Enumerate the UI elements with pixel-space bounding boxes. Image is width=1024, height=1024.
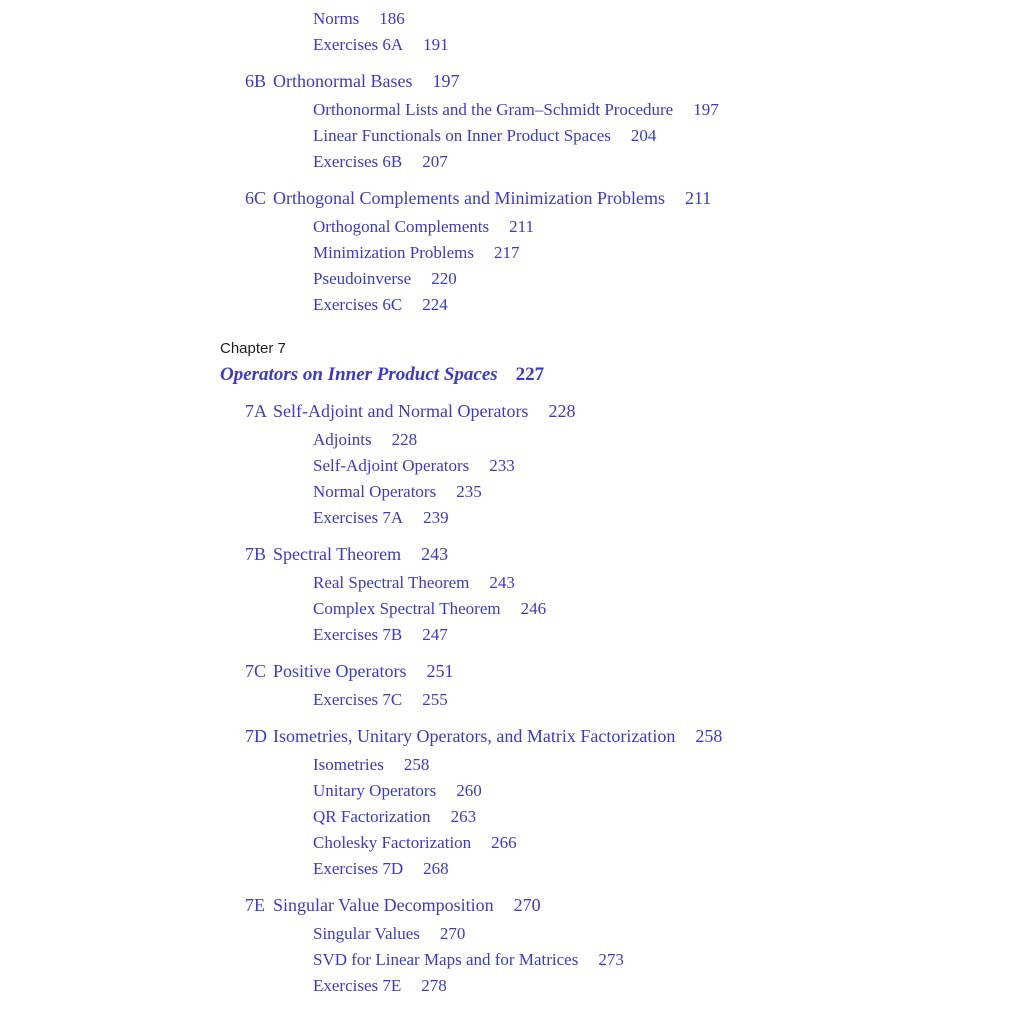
chapter-title-link[interactable]: Operators on Inner Product Spaces <box>220 364 498 385</box>
subsection-title-link[interactable]: Adjoints <box>313 430 372 449</box>
toc-subsection-entry <box>0 453 1024 479</box>
toc-subsection-entry <box>0 921 1024 947</box>
toc-subsection-entry <box>0 240 1024 266</box>
subsection-title-link[interactable]: Pseudoinverse <box>313 269 412 288</box>
subsection-page-number[interactable]: 268 <box>423 859 449 878</box>
toc-subsection-entry <box>0 947 1024 973</box>
subsection-title-link[interactable]: Minimization Problems <box>313 243 475 262</box>
toc-subsection-entry <box>0 479 1024 505</box>
subsection-page-number[interactable]: 217 <box>494 243 520 262</box>
section-title-link[interactable]: Orthogonal Complements and Minimization Problems <box>273 188 665 208</box>
section-title-link[interactable]: Orthonormal Bases <box>273 71 413 91</box>
subsection-page-number[interactable]: 204 <box>630 126 657 145</box>
subsection-page-number[interactable]: 258 <box>403 755 430 774</box>
toc-subsection-entry <box>0 622 1024 648</box>
subsection-page-number[interactable]: 211 <box>509 217 534 236</box>
toc-subsection-entry <box>0 6 1024 32</box>
section-number[interactable]: 7C <box>245 661 267 681</box>
subsection-title-link[interactable]: Isometries <box>313 755 384 774</box>
subsection-page-number[interactable]: 235 <box>456 482 482 501</box>
toc-subsection-entry <box>0 973 1024 999</box>
subsection-title-link[interactable]: Cholesky Factorization <box>313 833 472 852</box>
toc-subsection-entry <box>0 596 1024 622</box>
toc-section-entry <box>0 185 1024 212</box>
toc-subsection-entry <box>0 830 1024 856</box>
subsection-page-number[interactable]: 270 <box>439 924 466 943</box>
subsection-page-number[interactable]: 273 <box>598 950 624 969</box>
subsection-page-number[interactable]: 239 <box>423 508 449 527</box>
subsection-title-link[interactable]: Exercises 7C <box>313 690 403 709</box>
section-title-link[interactable]: Singular Value Decomposition <box>273 895 494 915</box>
subsection-title-link[interactable]: Exercises 6B <box>313 152 403 171</box>
section-title-link[interactable]: Isometries, Unitary Operators, and Matrix Factorization <box>273 726 676 746</box>
section-page-number[interactable]: 258 <box>695 726 723 746</box>
section-number[interactable]: 6B <box>245 71 267 91</box>
subsection-page-number[interactable]: 243 <box>489 573 515 592</box>
subsection-title-link[interactable]: Normal Operators <box>313 482 437 501</box>
subsection-title-link[interactable]: SVD for Linear Maps and for Matrices <box>313 950 579 969</box>
toc-subsection-entry <box>0 856 1024 882</box>
toc-section-entry <box>0 398 1024 425</box>
subsection-title-link[interactable]: Norms <box>313 9 360 28</box>
subsection-page-number[interactable]: 186 <box>379 9 405 28</box>
subsection-page-number[interactable]: 260 <box>456 781 482 800</box>
subsection-page-number[interactable]: 255 <box>422 690 448 709</box>
subsection-title-link[interactable]: Exercises 6A <box>313 35 404 54</box>
section-title-link[interactable]: Spectral Theorem <box>273 544 402 564</box>
subsection-page-number[interactable]: 191 <box>423 35 449 54</box>
subsection-page-number[interactable]: 266 <box>491 833 517 852</box>
subsection-title-link[interactable]: Orthonormal Lists and the Gram–Schmidt Procedure <box>313 100 674 119</box>
subsection-title-link[interactable]: Real Spectral Theorem <box>313 573 470 592</box>
subsection-title-link[interactable]: Exercises 7D <box>313 859 404 878</box>
subsection-page-number[interactable]: 263 <box>450 807 477 826</box>
toc-chapter-entry <box>0 336 1024 388</box>
subsection-page-number[interactable]: 247 <box>422 625 448 644</box>
subsection-title-link[interactable]: Exercises 7A <box>313 508 404 527</box>
chapter-title-line <box>220 362 1024 388</box>
toc-subsection-entry <box>0 214 1024 240</box>
subsection-page-number[interactable]: 220 <box>431 269 457 288</box>
section-page-number[interactable]: 270 <box>513 895 541 915</box>
toc-section-entry <box>0 723 1024 750</box>
toc-subsection-entry <box>0 427 1024 453</box>
section-number[interactable]: 7B <box>245 544 267 564</box>
subsection-title-link[interactable]: Orthogonal Complements <box>313 217 490 236</box>
toc-subsection-entry <box>0 804 1024 830</box>
toc-section-entry <box>0 541 1024 568</box>
subsection-page-number[interactable]: 246 <box>520 599 547 618</box>
subsection-title-link[interactable]: Unitary Operators <box>313 781 437 800</box>
section-page-number[interactable]: 243 <box>421 544 449 564</box>
section-page-number[interactable]: 251 <box>426 661 454 681</box>
subsection-title-link[interactable]: Complex Spectral Theorem <box>313 599 501 618</box>
subsection-title-link[interactable]: Singular Values <box>313 924 420 943</box>
toc-subsection-entry <box>0 570 1024 596</box>
section-number[interactable]: 7E <box>245 895 265 915</box>
toc-section-entry <box>0 658 1024 685</box>
subsection-title-link[interactable]: QR Factorization <box>313 807 431 826</box>
chapter-page-number[interactable]: 227 <box>515 364 545 385</box>
subsection-page-number[interactable]: 233 <box>489 456 515 475</box>
section-page-number[interactable]: 228 <box>548 401 576 421</box>
toc-subsection-entry <box>0 778 1024 804</box>
toc-subsection-entry <box>0 292 1024 318</box>
subsection-page-number[interactable]: 278 <box>421 976 447 995</box>
toc-subsection-entry <box>0 149 1024 175</box>
subsection-title-link[interactable]: Exercises 6C <box>313 295 403 314</box>
section-title-link[interactable]: Positive Operators <box>273 661 407 681</box>
subsection-page-number[interactable]: 224 <box>422 295 448 314</box>
chapter-number-label: Chapter 7 <box>220 340 286 357</box>
section-page-number[interactable]: 211 <box>684 188 712 208</box>
subsection-title-link[interactable]: Linear Functionals on Inner Product Spaces <box>313 126 611 145</box>
section-title-link[interactable]: Self-Adjoint and Normal Operators <box>273 401 529 421</box>
toc-subsection-entry <box>0 687 1024 713</box>
toc-section-entry <box>0 892 1024 919</box>
toc-subsection-entry <box>0 32 1024 58</box>
subsection-page-number[interactable]: 197 <box>693 100 719 119</box>
subsection-title-link[interactable]: Exercises 7E <box>313 976 402 995</box>
subsection-page-number[interactable]: 207 <box>422 152 448 171</box>
section-page-number[interactable]: 197 <box>432 71 460 91</box>
toc-section-entry <box>0 68 1024 95</box>
toc-subsection-entry <box>0 266 1024 292</box>
table-of-contents <box>0 6 1024 999</box>
toc-subsection-entry <box>0 123 1024 149</box>
toc-subsection-entry <box>0 505 1024 531</box>
toc-subsection-entry <box>0 752 1024 778</box>
subsection-title-link[interactable]: Self-Adjoint Operators <box>313 456 470 475</box>
subsection-title-link[interactable]: Exercises 7B <box>313 625 403 644</box>
section-number[interactable]: 7A <box>245 401 267 421</box>
toc-subsection-entry <box>0 97 1024 123</box>
section-number[interactable]: 7D <box>245 726 267 746</box>
subsection-page-number[interactable]: 228 <box>391 430 418 449</box>
section-number[interactable]: 6C <box>245 188 267 208</box>
